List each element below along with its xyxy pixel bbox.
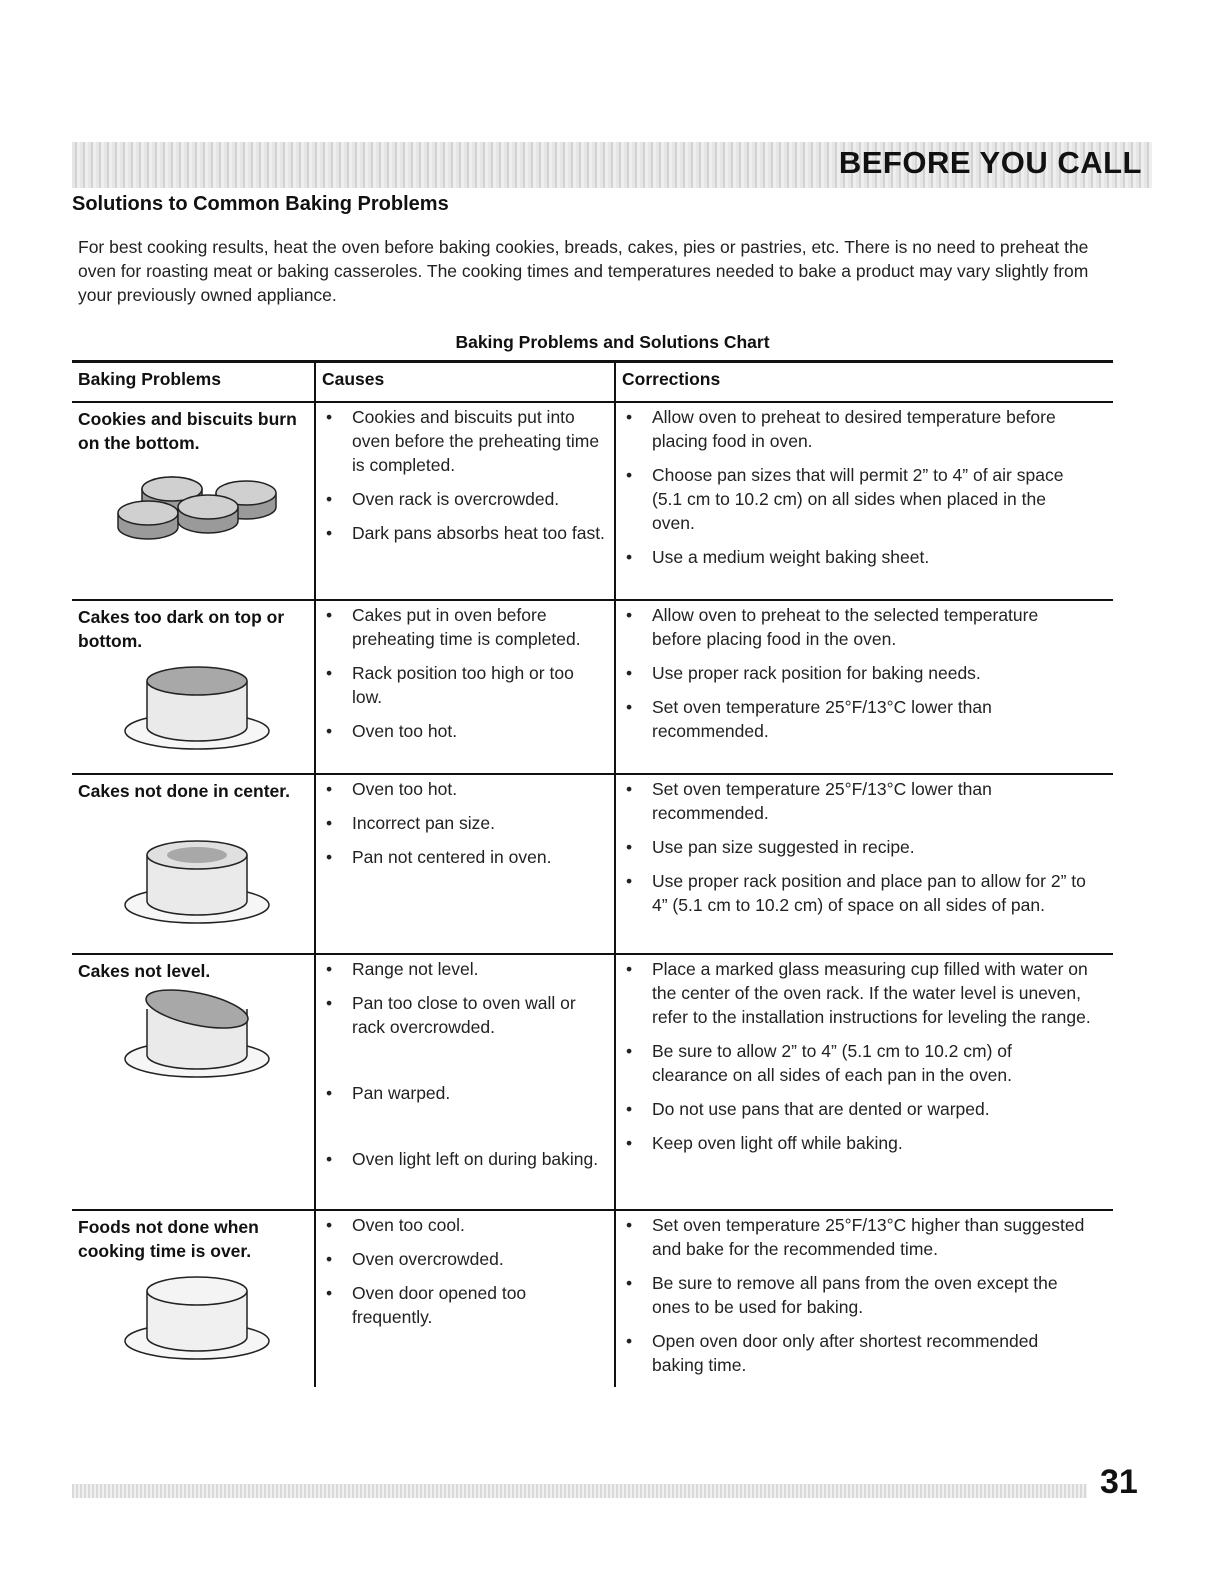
column-divider: [614, 955, 616, 1209]
cause-item: • Oven too hot.: [322, 719, 607, 743]
problem-label: Cakes not level.: [78, 961, 211, 981]
correction-item: • Set oven temperature 25°F/13°C higher than suggested and bake for the recommended time.: [622, 1213, 1092, 1261]
correction-item: • Use proper rack position and place pan to allow for 2” to 4” (5.1 cm to 10.2 cm) of space on all sides of pan.: [622, 869, 1092, 917]
section-heading: Solutions to Common Baking Problems: [72, 193, 449, 215]
causes-list: [322, 957, 607, 1181]
cause-item: • Pan warped.: [322, 1081, 607, 1105]
correction-item: • Keep oven light off while baking.: [622, 1131, 1092, 1155]
corrections-list: [622, 957, 1092, 1165]
baking-problems-table: [72, 360, 1113, 1387]
correction-item: • Use a medium weight baking sheet.: [622, 545, 1092, 569]
problem-label: Foods not done when cooking time is over.: [78, 1217, 259, 1261]
chart-title: Baking Problems and Solutions Chart: [455, 332, 770, 352]
problem-label: Cakes not done in center.: [78, 781, 290, 801]
column-divider: [314, 1211, 316, 1387]
corrections-list: [622, 405, 1092, 579]
causes-list: [322, 777, 607, 879]
problem-label: Cakes too dark on top or bottom.: [78, 607, 285, 651]
column-divider: [614, 775, 616, 953]
page-header-title: BEFORE YOU CALL: [838, 145, 1142, 180]
cause-item: • Pan too close to oven wall or rack overcrowded.: [322, 991, 607, 1039]
column-divider: [614, 601, 616, 773]
correction-item: • Allow oven to preheat to the selected temperature before placing food in the oven.: [622, 603, 1092, 651]
correction-item: • Do not use pans that are dented or warped.: [622, 1097, 1092, 1121]
column-divider: [314, 601, 316, 773]
cake-icon: [112, 833, 282, 933]
table-row: [72, 1211, 1113, 1387]
column-divider: [314, 363, 316, 401]
correction-item: • Place a marked glass measuring cup filled with water on the center of the oven rack. If the water level is uneven, refer to the installation instructions for leveling the range.: [622, 957, 1092, 1029]
correction-item: • Use pan size suggested in recipe.: [622, 835, 1092, 859]
correction-item: • Set oven temperature 25°F/13°C lower than recommended.: [622, 777, 1092, 825]
correction-item: • Be sure to allow 2” to 4” (5.1 cm to 10.2 cm) of clearance on all sides of each pan in the oven.: [622, 1039, 1092, 1087]
table-row: [72, 601, 1113, 775]
cause-item: • Oven too cool.: [322, 1213, 607, 1237]
header-causes: Causes: [322, 369, 385, 389]
cake-icon: [112, 659, 282, 759]
cause-item: • Cakes put in oven before preheating time is completed.: [322, 603, 607, 651]
problem-label: Cookies and biscuits burn on the bottom.: [78, 409, 297, 453]
table-row: [72, 403, 1113, 601]
corrections-list: [622, 603, 1092, 753]
tilted-cake-icon: [112, 985, 282, 1085]
table-row: [72, 955, 1113, 1211]
corrections-list: [622, 1213, 1092, 1387]
footer-band: [72, 1484, 1087, 1498]
cause-item: • Oven overcrowded.: [322, 1247, 607, 1271]
cause-item: • Dark pans absorbs heat too fast.: [322, 521, 607, 545]
column-divider: [314, 955, 316, 1209]
cause-item: • Oven too hot.: [322, 777, 607, 801]
cause-item: • Oven rack is overcrowded.: [322, 487, 607, 511]
table-header-row: [72, 360, 1113, 403]
cause-item: • Rack position too high or too low.: [322, 661, 607, 709]
correction-item: • Choose pan sizes that will permit 2” to 4” of air space (5.1 cm to 10.2 cm) on all sides when placed in the oven.: [622, 463, 1092, 535]
column-divider: [314, 775, 316, 953]
cookies-icon: [112, 461, 292, 551]
cause-item: • Oven light left on during baking.: [322, 1147, 607, 1171]
cause-item: • Incorrect pan size.: [322, 811, 607, 835]
correction-item: • Allow oven to preheat to desired temperature before placing food in oven.: [622, 405, 1092, 453]
column-divider: [614, 363, 616, 401]
causes-list: [322, 405, 607, 555]
corrections-list: [622, 777, 1092, 927]
column-divider: [614, 1211, 616, 1387]
correction-item: • Be sure to remove all pans from the oven except the ones to be used for baking.: [622, 1271, 1092, 1319]
correction-item: • Open oven door only after shortest recommended baking time.: [622, 1329, 1092, 1377]
causes-list: [322, 1213, 607, 1339]
cause-item: • Range not level.: [322, 957, 607, 981]
header-band: [72, 142, 1152, 188]
causes-list: [322, 603, 607, 753]
cause-item: • Oven door opened too frequently.: [322, 1281, 607, 1329]
table-row: [72, 775, 1113, 955]
correction-item: • Set oven temperature 25°F/13°C lower than recommended.: [622, 695, 1092, 743]
column-divider: [614, 403, 616, 599]
column-divider: [314, 403, 316, 599]
header-corrections: Corrections: [622, 369, 721, 389]
intro-paragraph: For best cooking results, heat the oven before baking cookies, breads, cakes, pies or pastries, etc. There is no need to preheat the oven for roasting meat or baking casseroles. The cooking times and temperatures needed to bake a product may vary slightly from your previously owned appliance.: [78, 237, 1089, 305]
header-baking-problems: Baking Problems: [78, 369, 221, 389]
page-number: 31: [1100, 1463, 1138, 1501]
cause-item: • Cookies and biscuits put into oven before the preheating time is completed.: [322, 405, 607, 477]
correction-item: • Use proper rack position for baking needs.: [622, 661, 1092, 685]
cake-icon: [112, 1269, 282, 1369]
cause-item: • Pan not centered in oven.: [322, 845, 607, 869]
